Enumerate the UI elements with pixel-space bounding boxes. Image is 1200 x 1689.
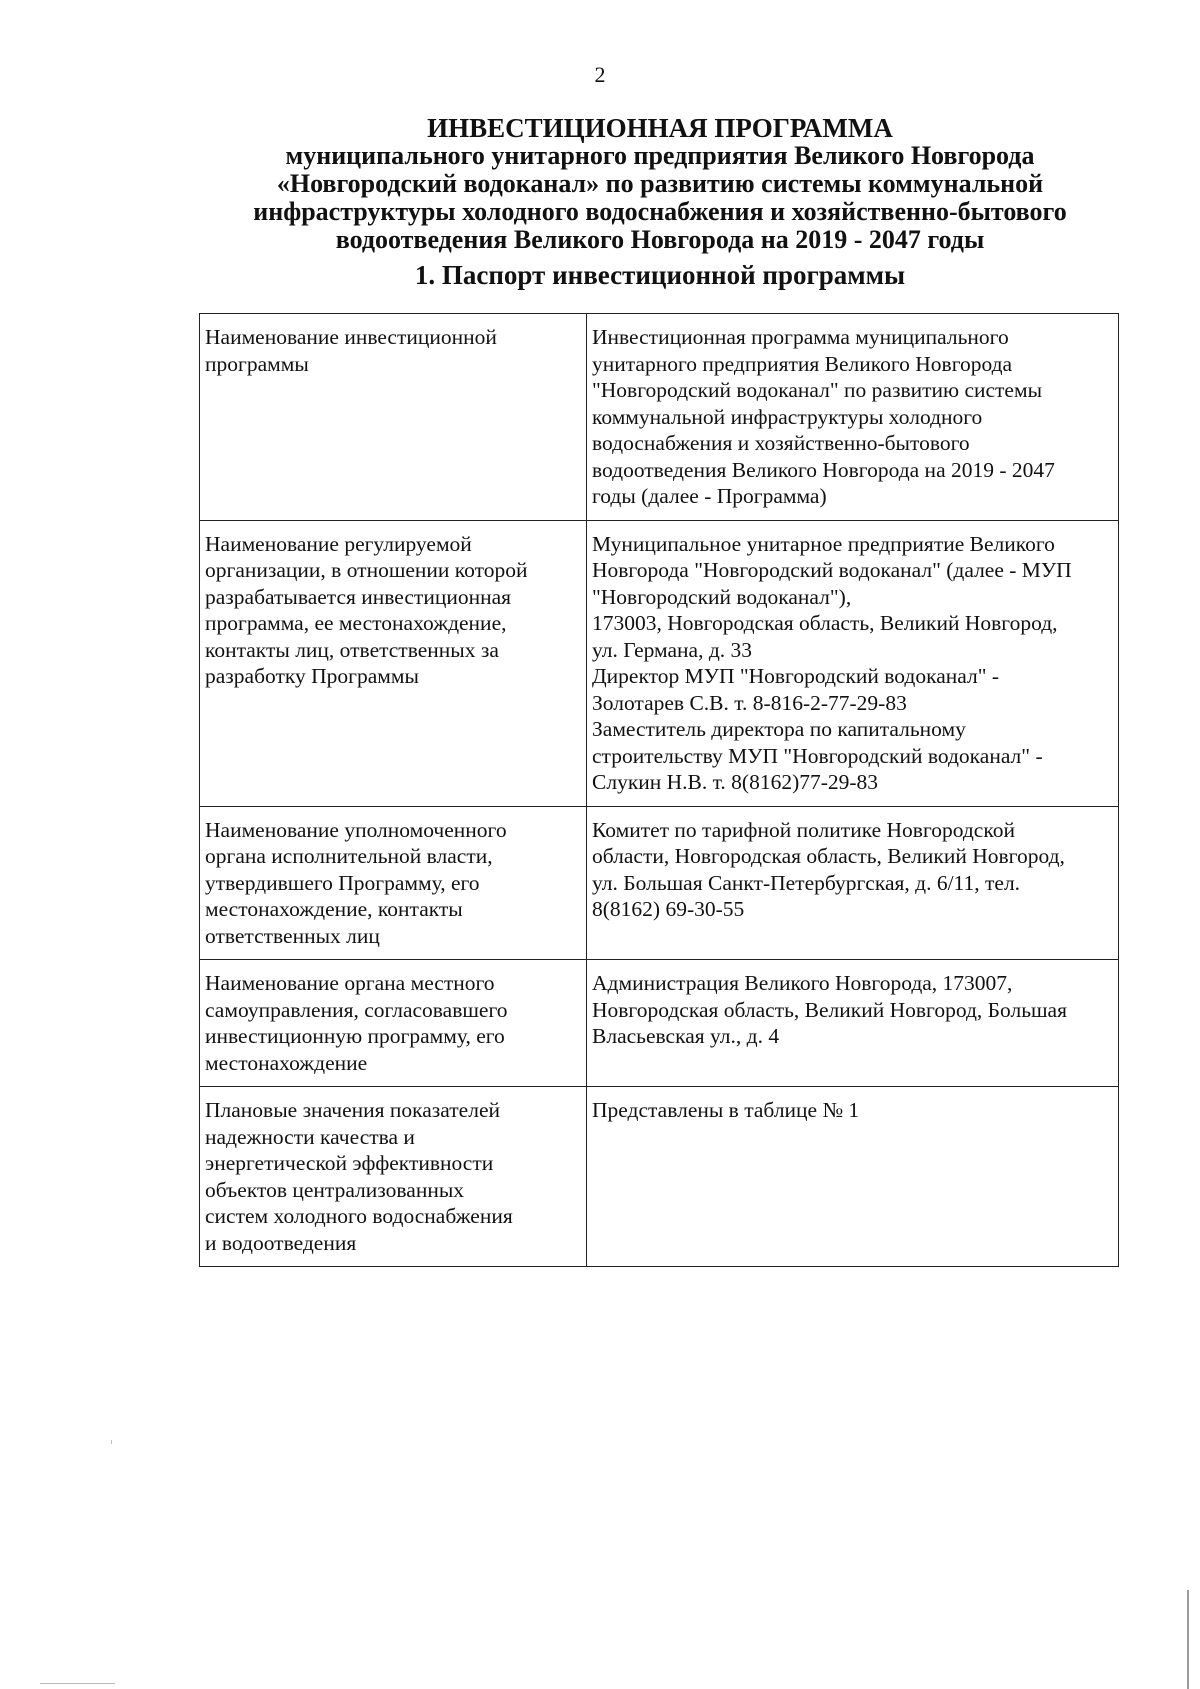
- value-line: 173003, Новгородская область, Великий Новгород,: [592, 611, 1058, 635]
- passport-row: [200, 520, 1119, 806]
- passport-row-value: [587, 960, 1119, 1087]
- value-line: области, Новгородская область, Великий Новгород,: [592, 844, 1065, 868]
- passport-row-label: [200, 1087, 587, 1267]
- passport-row: [200, 1087, 1119, 1267]
- passport-row: [200, 314, 1119, 521]
- value-line: водоотведения Великого Новгорода на 2019 - 2047: [592, 457, 1055, 482]
- label-line: программа, ее местонахождение,: [205, 611, 507, 635]
- value-line: Слукин Н.В. т. 8(8162)77-29-83: [592, 770, 879, 794]
- value-line: унитарного предприятия Великого Новгорода: [592, 351, 1013, 376]
- value-line: строительству МУП "Новгородский водоканал" -: [592, 743, 1043, 768]
- label-line: программы: [205, 351, 309, 376]
- value-line: Заместитель директора по капитальному: [592, 717, 966, 741]
- value-line: Новгородская область, Великий Новгород, Большая: [592, 997, 1067, 1022]
- label-line: органа исполнительной власти,: [205, 844, 493, 868]
- label-line: инвестиционную программу, его: [205, 1024, 505, 1048]
- value-line: Представлены в таблице № 1: [592, 1098, 860, 1122]
- value-line: водоснабжения и хозяйственно-бытового: [592, 431, 970, 455]
- scan-edge-mark: [1187, 1590, 1189, 1689]
- value-line: Новгорода "Новгородский водоканал" (далее - МУП: [592, 558, 1072, 582]
- label-line: местонахождение, контакты: [205, 897, 463, 921]
- label-line: объектов централизованных: [205, 1177, 465, 1202]
- label-line: Наименование регулируемой: [205, 531, 472, 556]
- label-line: Наименование органа местного: [205, 971, 495, 995]
- passport-table: [199, 313, 1119, 1267]
- label-line: систем холодного водоснабжения: [205, 1204, 513, 1228]
- title-line: «Новгородский водоканал» по развитию системы коммунальной: [276, 169, 1044, 198]
- label-line: самоуправления, согласовавшего: [205, 997, 508, 1022]
- page-number: 2: [594, 62, 606, 87]
- passport-row-label: [200, 314, 587, 521]
- label-line: Наименование уполномоченного: [205, 817, 507, 842]
- value-line: годы (далее - Программа): [592, 484, 827, 508]
- value-line: ул. Большая Санкт-Петербургская, д. 6/11, тел.: [592, 870, 1021, 895]
- passport-row-label: [200, 520, 587, 806]
- value-line: "Новгородский водоканал" по развитию системы: [592, 378, 1043, 402]
- passport-row-value: [587, 314, 1119, 521]
- label-line: энергетической эффективности: [205, 1151, 494, 1175]
- passport-row-label: [200, 960, 587, 1087]
- scan-speck: [111, 1440, 112, 1444]
- value-line: "Новгородский водоканал"),: [592, 584, 852, 609]
- value-line: Администрация Великого Новгорода, 173007,: [592, 971, 1013, 995]
- label-line: надежности качества и: [205, 1124, 415, 1149]
- value-line: Директор МУП "Новгородский водоканал" -: [592, 664, 1000, 688]
- label-line: местонахождение: [205, 1050, 368, 1075]
- label-line: организации, в отношении которой: [205, 558, 528, 582]
- passport-row: [200, 806, 1119, 960]
- value-line: коммунальной инфраструктуры холодного: [592, 404, 983, 429]
- title-main: ИНВЕСТИЦИОННАЯ ПРОГРАММА: [427, 113, 893, 143]
- value-line: 8(8162) 69-30-55: [592, 897, 745, 921]
- passport-row-value: [587, 1087, 1119, 1267]
- passport-row: [200, 960, 1119, 1087]
- value-line: ул. Германа, д. 33: [592, 637, 753, 662]
- label-line: утвердившего Программу, его: [205, 870, 480, 895]
- label-line: разработку Программы: [205, 664, 419, 688]
- value-line: Инвестиционная программа муниципального: [592, 325, 1009, 349]
- label-line: и водоотведения: [205, 1230, 357, 1255]
- value-line: Муниципальное унитарное предприятие Великого: [592, 531, 1055, 556]
- passport-row-value: [587, 806, 1119, 960]
- title-line: муниципального унитарного предприятия Великого Новгорода: [285, 141, 1035, 170]
- value-line: Власьевская ул., д. 4: [592, 1024, 780, 1048]
- value-line: Комитет по тарифной политике Новгородской: [592, 817, 1015, 842]
- label-line: Плановые значения показателей: [205, 1098, 500, 1122]
- document-title: [200, 114, 1120, 254]
- label-line: Наименование инвестиционной: [205, 325, 497, 349]
- label-line: контакты лиц, ответственных за: [205, 637, 499, 662]
- title-line: инфраструктуры холодного водоснабжения и хозяйственно-бытового: [253, 197, 1067, 226]
- passport-table-body: [200, 314, 1119, 1267]
- label-line: ответственных лиц: [205, 923, 380, 948]
- title-line: водоотведения Великого Новгорода на 2019 - 2047 годы: [335, 225, 985, 254]
- section-heading: 1. Паспорт инвестиционной программы: [414, 260, 906, 290]
- passport-row-label: [200, 806, 587, 960]
- label-line: разрабатывается инвестиционная: [205, 584, 512, 609]
- value-line: Золотарев С.В. т. 8-816-2-77-29-83: [592, 690, 907, 715]
- passport-row-value: [587, 520, 1119, 806]
- scan-edge-mark: [40, 1683, 115, 1684]
